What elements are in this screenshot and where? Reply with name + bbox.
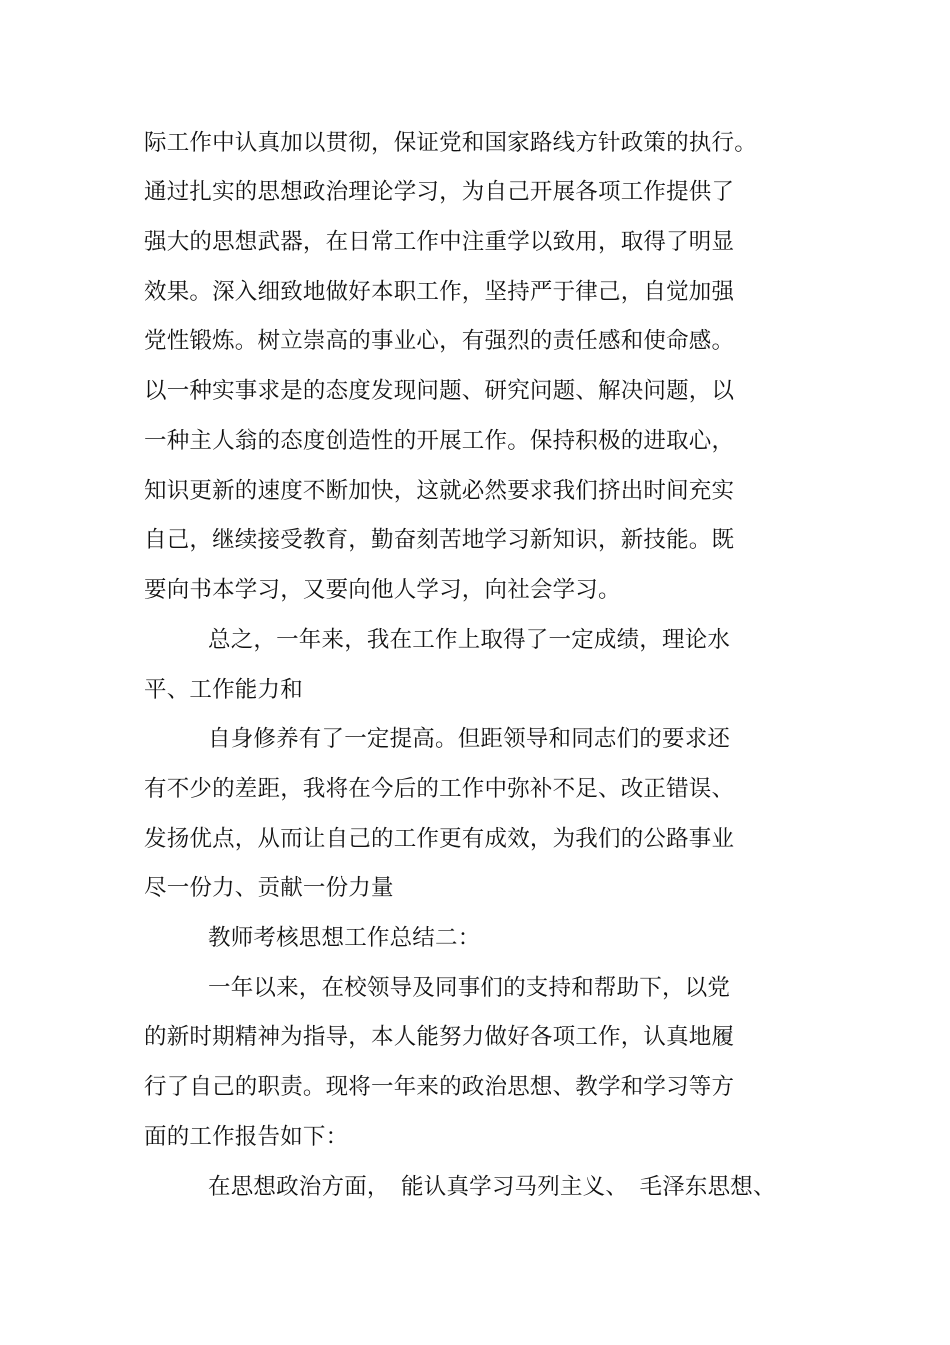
text-line: 平、工作能力和 — [144, 677, 303, 703]
text-line: 有不少的差距，我将在今后的工作中弥补不足、改正错误、 — [144, 776, 735, 802]
text-line: 强大的思想武器，在日常工作中注重学以致用，取得了明显 — [144, 229, 735, 255]
text-line: 尽一份力、贡献一份力量 — [144, 875, 394, 901]
text-line: 要向书本学习，又要向他人学习，向社会学习。 — [144, 577, 621, 603]
paragraph-start-line: 一年以来，在校领导及同事们的支持和帮助下，以党 — [208, 975, 731, 1001]
text-line: 一种主人翁的态度创造性的开展工作。保持积极的进取心， — [144, 428, 735, 454]
text-line: 党性锻炼。树立崇高的事业心，有强烈的责任感和使命感。 — [144, 328, 735, 354]
paragraph-start-line: 自身修养有了一定提高。但距领导和同志们的要求还 — [208, 726, 731, 752]
text-line: 以一种实事求是的态度发现问题、研究问题、解决问题，以 — [144, 378, 735, 404]
text-line: 自己，继续接受教育，勤奋刻苦地学习新知识，新技能。既 — [144, 527, 735, 553]
section-heading: 教师考核思想工作总结二： — [208, 925, 481, 951]
paragraph-start-line: 总之，一年来，我在工作上取得了一定成绩，理论水 — [208, 627, 731, 653]
text-line: 行了自己的职责。现将一年来的政治思想、教学和学习等方 — [144, 1074, 735, 1100]
text-line: 知识更新的速度不断加快，这就必然要求我们挤出时间充实 — [144, 478, 735, 504]
text-line: 发扬优点，从而让自己的工作更有成效，为我们的公路事业 — [144, 826, 735, 852]
text-line: 际工作中认真加以贯彻，保证党和国家路线方针政策的执行。 — [144, 130, 757, 156]
text-line: 面的工作报告如下： — [144, 1124, 349, 1150]
text-line: 通过扎实的思想政治理论学习，为自己开展各项工作提供了 — [144, 179, 735, 205]
text-line: 效果。深入细致地做好本职工作，坚持严于律己，自觉加强 — [144, 279, 735, 305]
paragraph-start-line: 在思想政治方面， 能认真学习马列主义、 毛泽东思想、 — [208, 1174, 776, 1200]
text-line: 的新时期精神为指导，本人能努力做好各项工作，认真地履 — [144, 1024, 735, 1050]
